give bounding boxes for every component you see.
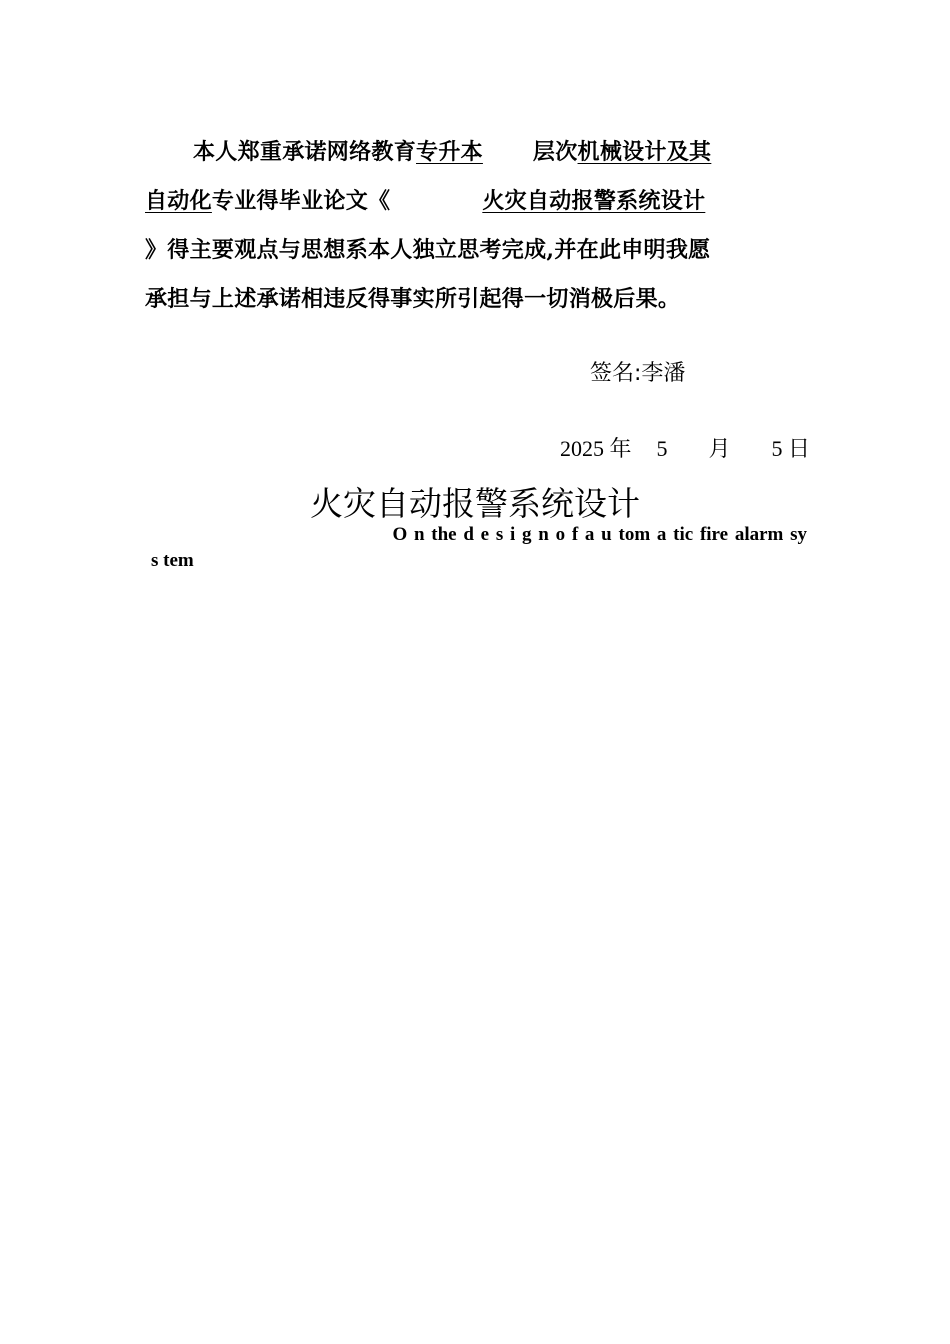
signature: 签名:李潘 <box>590 361 686 386</box>
statement-line-4: 承担与上述承诺相违反得事实所引起得一切消极后果。 <box>145 286 681 312</box>
major-name-part1: 机械设计及其 <box>577 139 712 165</box>
date-month-unit: 月 <box>708 436 731 461</box>
statement-middle: 专业得毕业论文《 <box>211 188 391 214</box>
major-name-part2: 自动化 <box>145 188 212 214</box>
english-title-line-1: O n the d e s i g n o f a u tom a tic fire alarm sy <box>392 524 807 545</box>
level-word: 层次 <box>532 139 578 165</box>
statement-line-1 <box>145 128 807 177</box>
thesis-title-chinese: 火灾自动报警系统设计 <box>310 484 640 523</box>
date-year: 2025 <box>560 436 604 461</box>
date-day-unit: 日 <box>788 436 811 461</box>
date-day: 5 <box>771 436 783 461</box>
statement-line-2 <box>145 177 807 226</box>
date-month: 5 <box>656 436 668 461</box>
statement-line-3: 》得主要观点与思想系本人独立思考完成,并在此申明我愿 <box>145 237 711 263</box>
thesis-title-english <box>145 522 807 574</box>
commitment-statement <box>145 128 807 324</box>
date-line <box>560 432 810 463</box>
education-level: 专升本 <box>416 139 483 165</box>
thesis-title-inline: 火灾自动报警系统设计 <box>482 188 706 214</box>
date-year-unit: 年 <box>609 436 632 461</box>
english-title-line-2: s tem <box>151 550 194 571</box>
statement-prefix: 本人郑重承诺网络教育 <box>193 139 417 165</box>
